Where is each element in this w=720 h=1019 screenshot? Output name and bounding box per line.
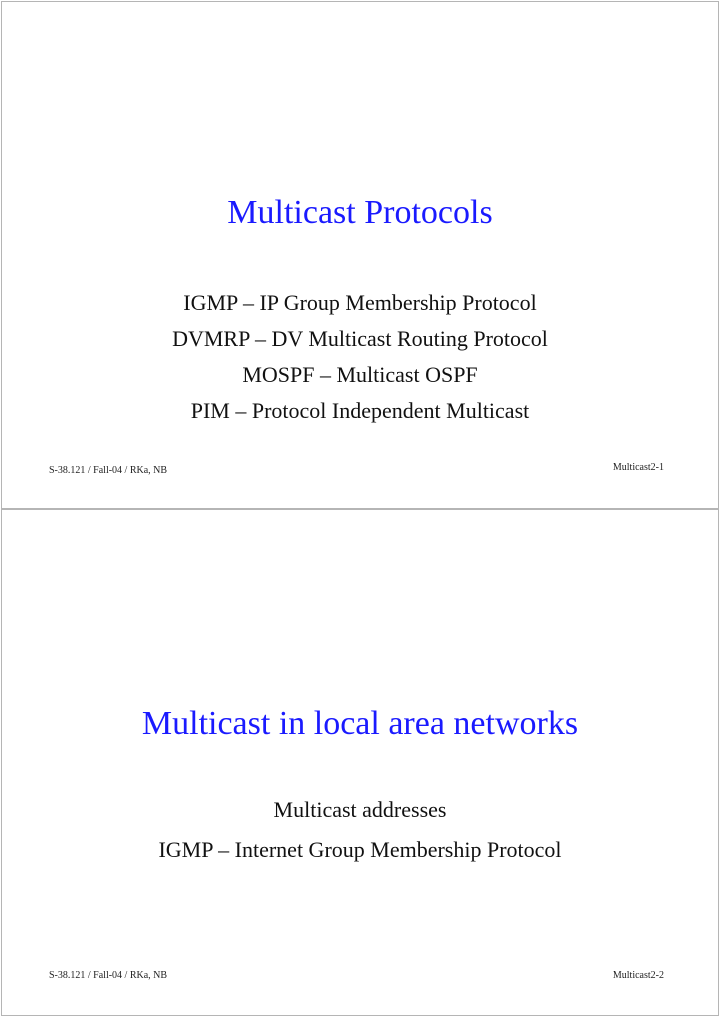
bullet-item: IGMP – Internet Group Membership Protocol [158, 837, 562, 862]
bullet-item: Multicast addresses [273, 797, 447, 822]
bullet-item: MOSPF – Multicast OSPF [242, 362, 478, 387]
footer-course-label: S-38.121 / Fall-04 / RKa, NB [49, 465, 168, 476]
bullet-item: DVMRP – DV Multicast Routing Protocol [172, 326, 548, 351]
slide-1 [1, 1, 719, 509]
slide-2 [1, 509, 719, 1016]
bullet-item: PIM – Protocol Independent Multicast [190, 398, 530, 423]
footer-slide-number: Multicast2-1 [612, 462, 664, 473]
footer-slide-number: Multicast2-2 [612, 970, 664, 981]
slide-bullet-list [2, 790, 718, 870]
footer-course-label: S-38.121 / Fall-04 / RKa, NB [49, 970, 168, 981]
slide-title: Multicast Protocols [227, 194, 493, 231]
slide-bullet-list [2, 285, 718, 429]
bullet-item: IGMP – IP Group Membership Protocol [183, 290, 537, 315]
slide-title: Multicast in local area networks [141, 705, 579, 742]
